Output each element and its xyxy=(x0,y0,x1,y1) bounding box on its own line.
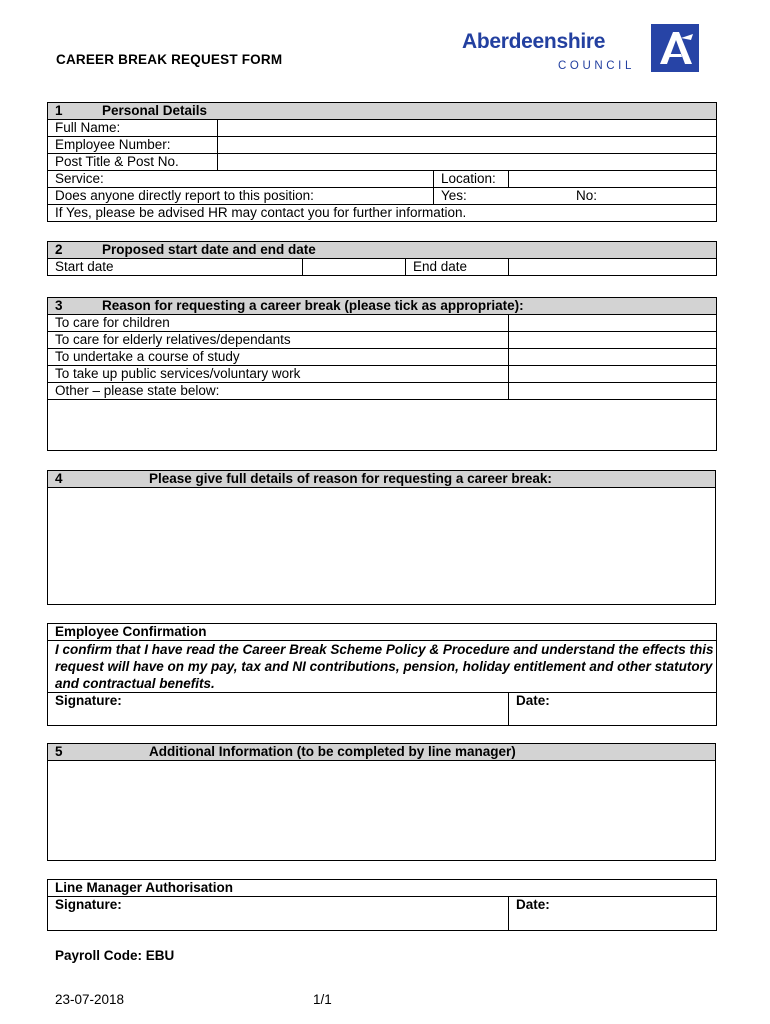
end-date-label: End date xyxy=(406,259,509,276)
section-reason xyxy=(47,297,717,451)
section-personal-details xyxy=(47,102,717,222)
direct-report-label: Does anyone directly report to this position: xyxy=(48,188,434,205)
employee-number-label: Employee Number: xyxy=(48,137,218,154)
manager-date-label: Date: xyxy=(516,897,550,912)
footer-date: 23-07-2018 xyxy=(55,992,125,1007)
reason-tick-box[interactable] xyxy=(509,315,717,332)
section-dates xyxy=(47,241,717,276)
form-title: CAREER BREAK REQUEST FORM xyxy=(56,52,283,67)
location-field[interactable] xyxy=(509,171,717,188)
end-date-field[interactable] xyxy=(509,259,717,276)
section-full-details xyxy=(47,470,716,605)
section-2-header: 2 Proposed start date and end date xyxy=(48,242,717,259)
council-logo-icon xyxy=(651,24,699,72)
full-details-field[interactable] xyxy=(48,488,716,605)
reason-option-label: To care for elderly relatives/dependants xyxy=(48,332,509,349)
reason-tick-box[interactable] xyxy=(509,349,717,366)
manager-date-field[interactable] xyxy=(509,897,717,931)
post-title-label: Post Title & Post No. xyxy=(48,154,218,171)
employee-date-label: Date: xyxy=(516,693,550,708)
no-label: No: xyxy=(576,188,598,203)
section-1-header: 1 Personal Details xyxy=(48,103,717,120)
logo-name: Aberdeenshire xyxy=(462,30,606,53)
employee-signature-field[interactable] xyxy=(48,693,509,726)
post-title-field[interactable] xyxy=(218,154,717,171)
hr-note: If Yes, please be advised HR may contact you for further information. xyxy=(48,205,717,222)
section-employee-confirmation xyxy=(47,623,717,726)
confirmation-header: Employee Confirmation xyxy=(48,624,717,641)
yes-label: Yes: xyxy=(441,188,467,203)
employee-signature-label: Signature: xyxy=(55,693,122,708)
reason-tick-box[interactable] xyxy=(509,383,717,400)
confirmation-statement: I confirm that I have read the Career Break Scheme Policy & Procedure and understand the effects this request will have on my pay, tax and NI contributions, pension, holiday entitlement and other statutory and contractual benefits. xyxy=(48,641,717,693)
reason-option-label: To care for children xyxy=(48,315,509,332)
authorisation-header: Line Manager Authorisation xyxy=(48,880,717,897)
direct-report-field[interactable] xyxy=(434,188,717,205)
page-number: 1/1 xyxy=(313,992,332,1007)
other-reason-field[interactable] xyxy=(48,400,717,451)
start-date-label: Start date xyxy=(48,259,303,276)
reason-option-label: To take up public services/voluntary work xyxy=(48,366,509,383)
start-date-field[interactable] xyxy=(303,259,406,276)
section-line-manager-authorisation xyxy=(47,879,717,931)
section-additional-info xyxy=(47,743,716,861)
location-label: Location: xyxy=(434,171,509,188)
reason-tick-box[interactable] xyxy=(509,366,717,383)
employee-number-field[interactable] xyxy=(218,137,717,154)
section-3-header: 3 Reason for requesting a career break (please tick as appropriate): xyxy=(48,298,717,315)
full-name-label: Full Name: xyxy=(48,120,218,137)
additional-info-field[interactable] xyxy=(48,761,716,861)
section-5-header: 5 Additional Information (to be completed by line manager) xyxy=(48,744,716,761)
manager-signature-label: Signature: xyxy=(55,897,122,912)
full-name-field[interactable] xyxy=(218,120,717,137)
section-4-header: 4 Please give full details of reason for requesting a career break: xyxy=(48,471,716,488)
reason-option-label: Other – please state below: xyxy=(48,383,509,400)
logo-council: COUNCIL xyxy=(558,60,635,72)
service-label[interactable]: Service: xyxy=(48,171,434,188)
payroll-code: Payroll Code: EBU xyxy=(55,948,175,963)
reason-tick-box[interactable] xyxy=(509,332,717,349)
manager-signature-field[interactable] xyxy=(48,897,509,931)
reason-option-label: To undertake a course of study xyxy=(48,349,509,366)
employee-date-field[interactable] xyxy=(509,693,717,726)
